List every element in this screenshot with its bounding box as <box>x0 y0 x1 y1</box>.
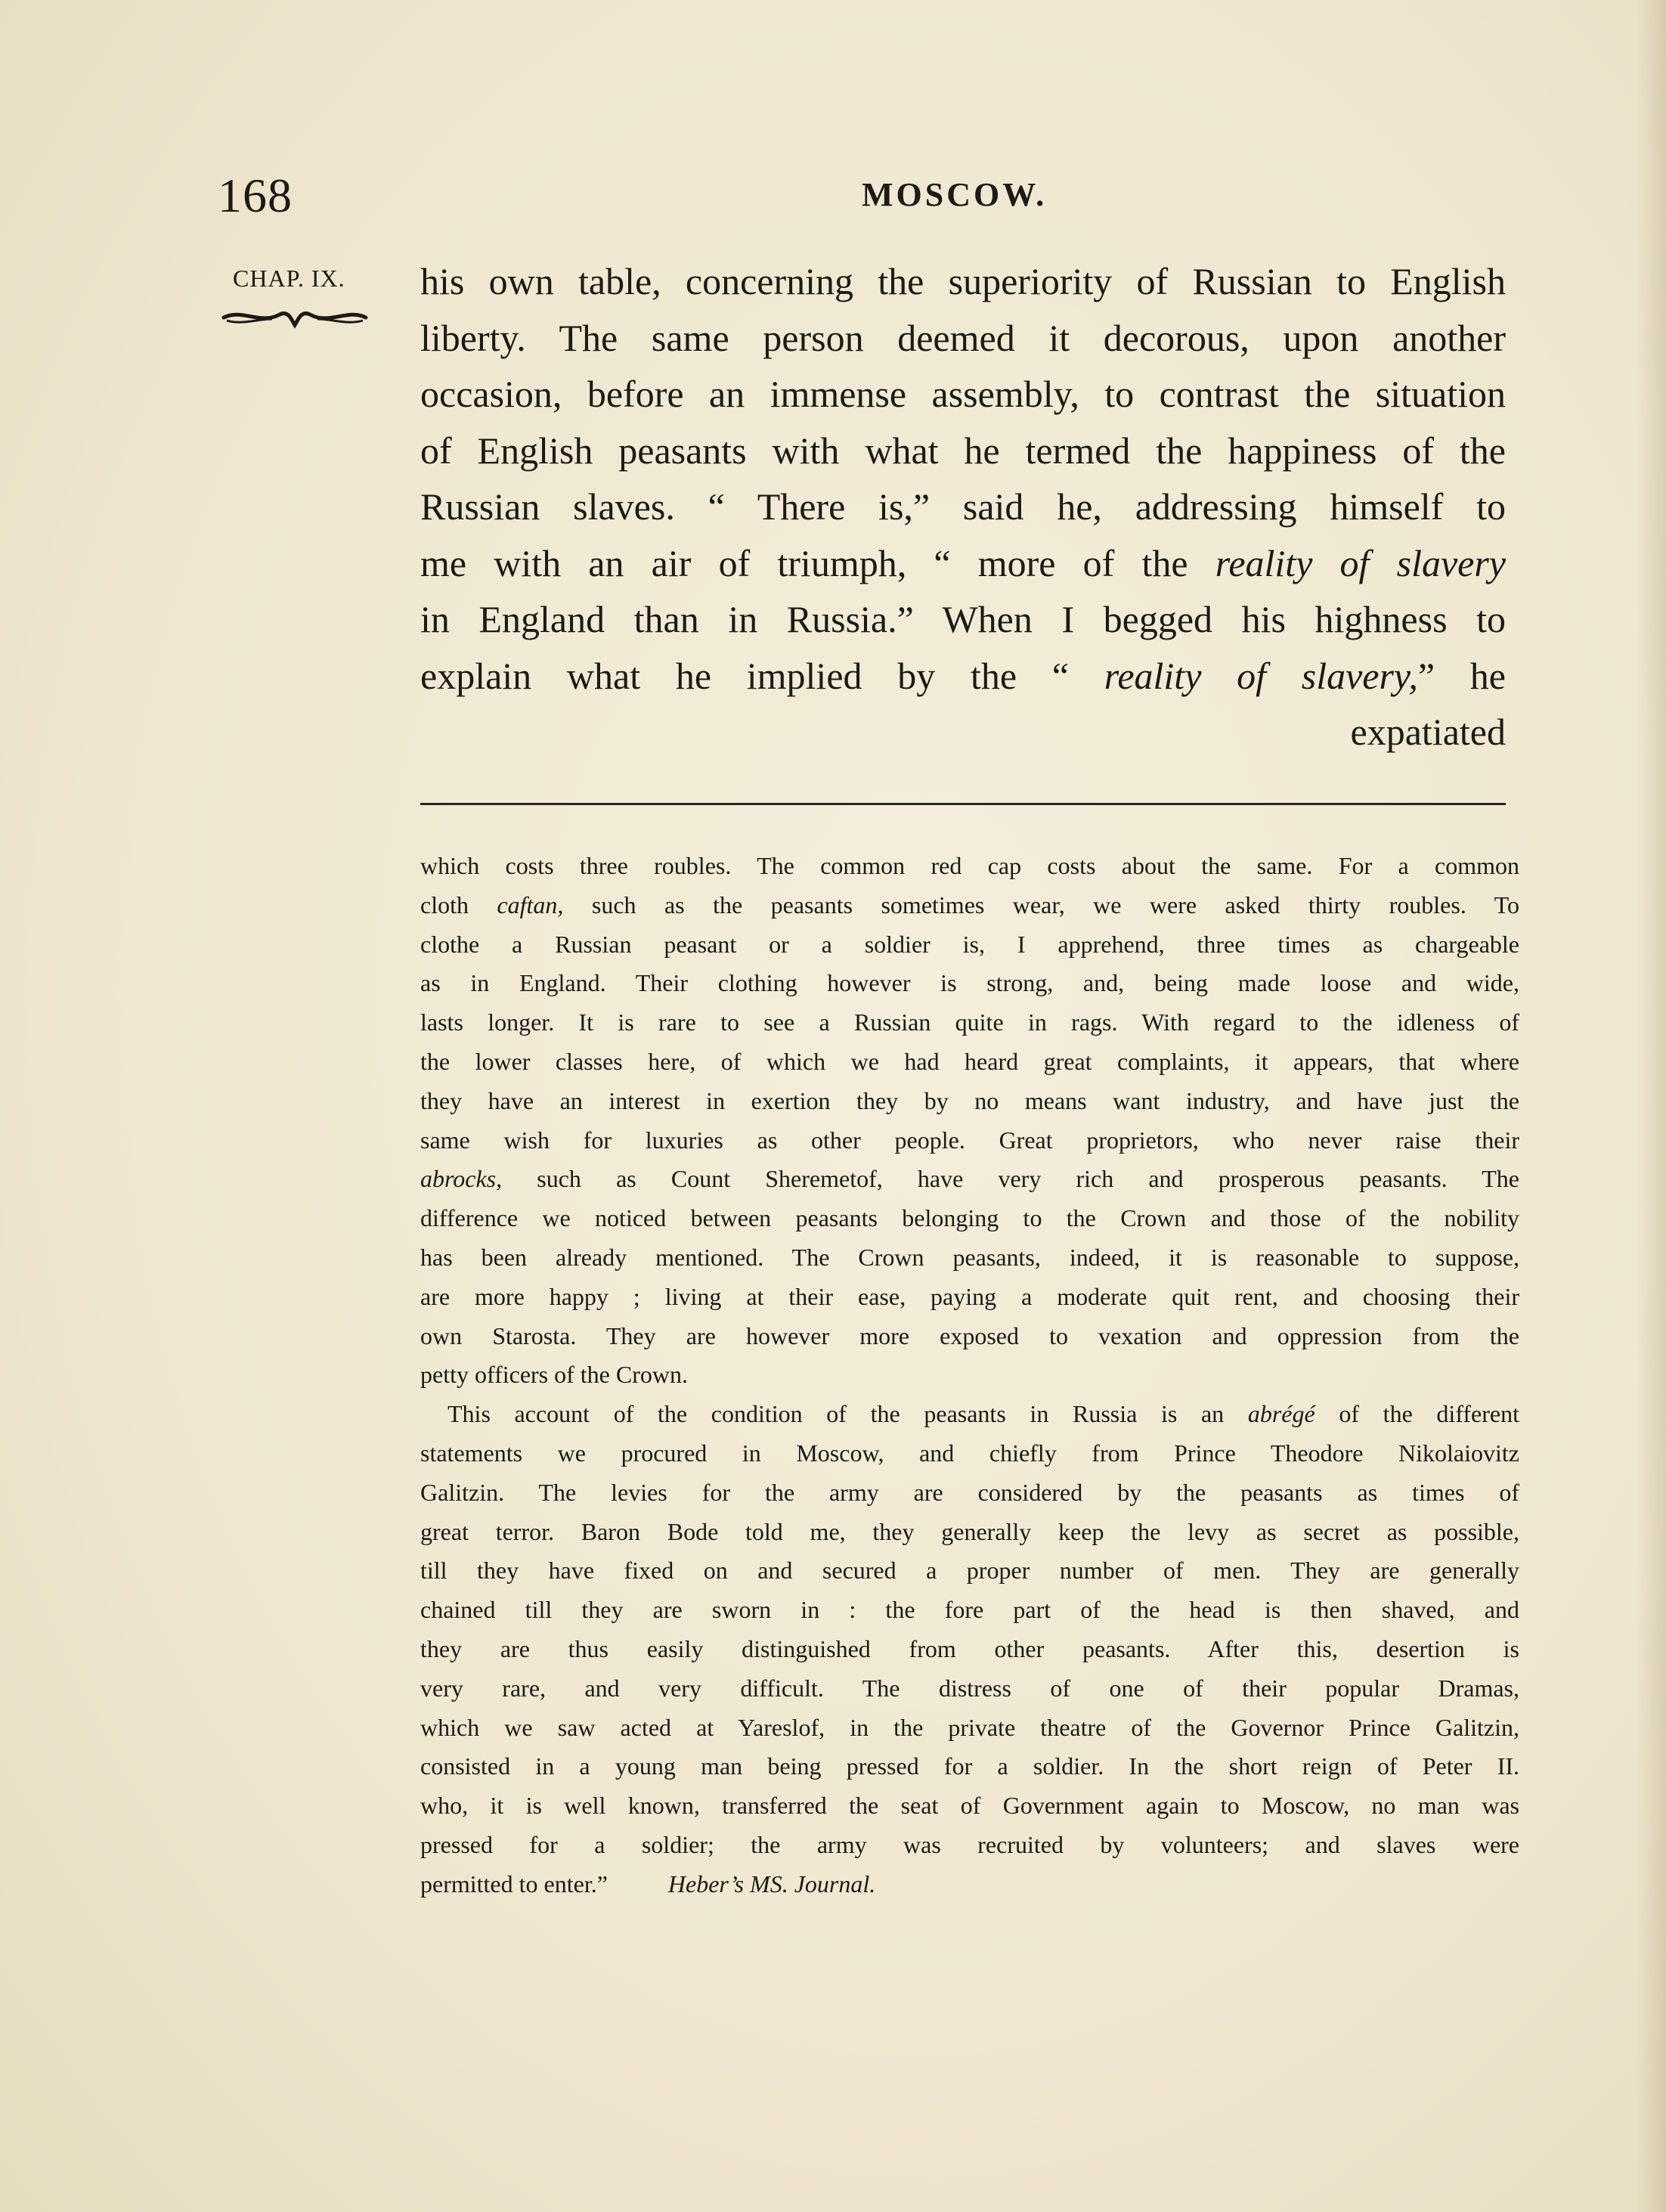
footnote-rule <box>420 803 1506 805</box>
footnote-line <box>420 1473 1519 1513</box>
running-title: MOSCOW. <box>862 176 1048 213</box>
main-text-line <box>420 253 1506 310</box>
footnote-line <box>420 964 1519 1003</box>
text-run: difference we noticed between peasants belonging to the Crown and those of the nobility <box>420 1204 1519 1232</box>
text-run: such as the peasants sometimes wear, we were asked thirty roubles. To <box>563 891 1520 919</box>
main-text-block <box>420 253 1506 761</box>
text-run: pressed for a soldier; the army was recruited by volunteers; and slaves were <box>420 1830 1519 1858</box>
main-text-line <box>420 310 1506 367</box>
text-run: chained till they are sworn in : the fore part of the head is then shaved, and <box>420 1596 1519 1624</box>
page-number: 168 <box>218 169 293 222</box>
text-run: statements we procured in Moscow, and chiefly from Prince Theodore Nikolaiovitz <box>420 1439 1519 1467</box>
footnote-line <box>420 1199 1519 1238</box>
footnote-line <box>420 1395 1519 1434</box>
footnote-line <box>420 1826 1519 1865</box>
text-run: great terror. Baron Bode told me, they generally keep the levy as secret as possible, <box>420 1517 1519 1545</box>
text-run: cloth <box>420 891 497 919</box>
text-run: such as Count Sheremetof, have very rich and prosperous peasants. The <box>502 1165 1519 1193</box>
text-run: they have an interest in exertion they by no means want industry, and have just the <box>420 1086 1519 1114</box>
footnote-line <box>420 1003 1519 1042</box>
text-run: Russian slaves. “ There is,” said he, addressing himself to <box>420 485 1506 528</box>
footnote-line <box>420 1786 1519 1826</box>
text-run: me with an air of triumph, “ more of the <box>420 541 1215 584</box>
footnote-line <box>420 1551 1519 1591</box>
text-run: the lower classes here, of which we had heard great complaints, it appears, that where <box>420 1047 1519 1075</box>
closing-text: permitted to enter.” <box>420 1870 608 1898</box>
footnote-line <box>420 1278 1519 1317</box>
footnote-line <box>420 1434 1519 1473</box>
text-run: are more happy ; living at their ease, paying a moderate quit rent, and choosing their <box>420 1282 1519 1310</box>
text-run: same wish for luxuries as other people. Great proprietors, who never raise their <box>420 1126 1519 1154</box>
text-run: in England than in Russia.” When I begged his highness to <box>420 598 1506 640</box>
footnote-block <box>420 847 1519 1904</box>
italic-phrase: abrocks, <box>420 1165 503 1193</box>
main-text-line <box>420 423 1506 479</box>
footnote-line <box>420 1160 1519 1199</box>
catchword: expatiated <box>1350 711 1506 753</box>
text-run: who, it is well known, transferred the seat of Government again to Moscow, no man was <box>420 1792 1519 1820</box>
text-run: of the different <box>1315 1400 1520 1428</box>
text-run: consisted in a young man being pressed for a soldier. In the short reign of Peter II. <box>420 1752 1519 1780</box>
footnote-line <box>420 1513 1519 1552</box>
text-run: of English peasants with what he termed the happiness of the <box>420 429 1506 472</box>
footnote-line <box>420 925 1519 965</box>
text-run: This account of the condition of the peasants in Russia is an <box>447 1400 1248 1428</box>
italic-phrase: reality of slavery, <box>1104 654 1418 697</box>
text-run: has been already mentioned. The Crown peasants, indeed, it is reasonable to suppose, <box>420 1243 1519 1271</box>
main-text-line <box>420 366 1506 423</box>
text-run: occasion, before an immense assembly, to contrast the situation <box>420 373 1506 415</box>
text-run: own Starosta. They are however more exposed to vexation and oppression from the <box>420 1321 1519 1349</box>
text-run: as in England. Their clothing however is strong, and, being made loose and wide, <box>420 969 1519 997</box>
footnote-line <box>420 1591 1519 1630</box>
main-text-line <box>420 535 1506 592</box>
text-run: petty officers of the Crown. <box>420 1361 688 1389</box>
footnote-line <box>420 886 1519 925</box>
text-run: explain what he implied by the “ <box>420 654 1104 697</box>
text-run: Galitzin. The levies for the army are considered by the peasants as times of <box>420 1478 1519 1506</box>
main-text-line <box>420 648 1506 705</box>
chapter-label: CHAP. IX. <box>233 265 345 292</box>
italic-phrase: caftan, <box>497 891 564 919</box>
footnote-line <box>420 1082 1519 1121</box>
text-run: very rare, and very difficult. The distress of one of their popular Dramas, <box>420 1674 1519 1702</box>
footnote-line <box>420 847 1519 886</box>
text-run: liberty. The same person deemed it decorous, upon another <box>420 316 1506 359</box>
text-run: clothe a Russian peasant or a soldier is, I apprehend, three times as chargeable <box>420 930 1519 958</box>
footnote-line <box>420 1747 1519 1786</box>
italic-phrase: abrégé <box>1247 1400 1315 1428</box>
text-run: lasts longer. It is rare to see a Russian quite in rags. With regard to the idleness of <box>420 1008 1519 1036</box>
footnote-line <box>420 1121 1519 1160</box>
text-run: they are thus easily distinguished from other peasants. After this, desertion is <box>420 1634 1519 1662</box>
text-run: which we saw acted at Yareslof, in the private theatre of the Governor Prince Galitzin, <box>420 1713 1519 1741</box>
footnote-line <box>420 1355 1519 1395</box>
footnote-line <box>420 1042 1519 1082</box>
text-run: his own table, concerning the superiority of Russian to English <box>420 260 1506 302</box>
footnote-line <box>420 1317 1519 1356</box>
main-text-line <box>420 479 1506 535</box>
italic-phrase: reality of slavery <box>1215 541 1506 584</box>
page-edge-shadow <box>1636 0 1666 2212</box>
footnote-line <box>420 1709 1519 1748</box>
footnote-line <box>420 1238 1519 1278</box>
footnote-line <box>420 1630 1519 1669</box>
text-run: till they have fixed on and secured a proper number of men. They are generally <box>420 1557 1519 1585</box>
chapter-ornament-icon <box>219 302 370 333</box>
main-text-line <box>420 591 1506 648</box>
footnote-line <box>420 1669 1519 1709</box>
source-attribution: Heber’s MS. Journal. <box>667 1870 876 1898</box>
footnote-closing-line <box>420 1865 1519 1904</box>
text-run: which costs three roubles. The common red cap costs about the same. For a common <box>420 852 1519 879</box>
text-run: ” he <box>1417 654 1506 697</box>
